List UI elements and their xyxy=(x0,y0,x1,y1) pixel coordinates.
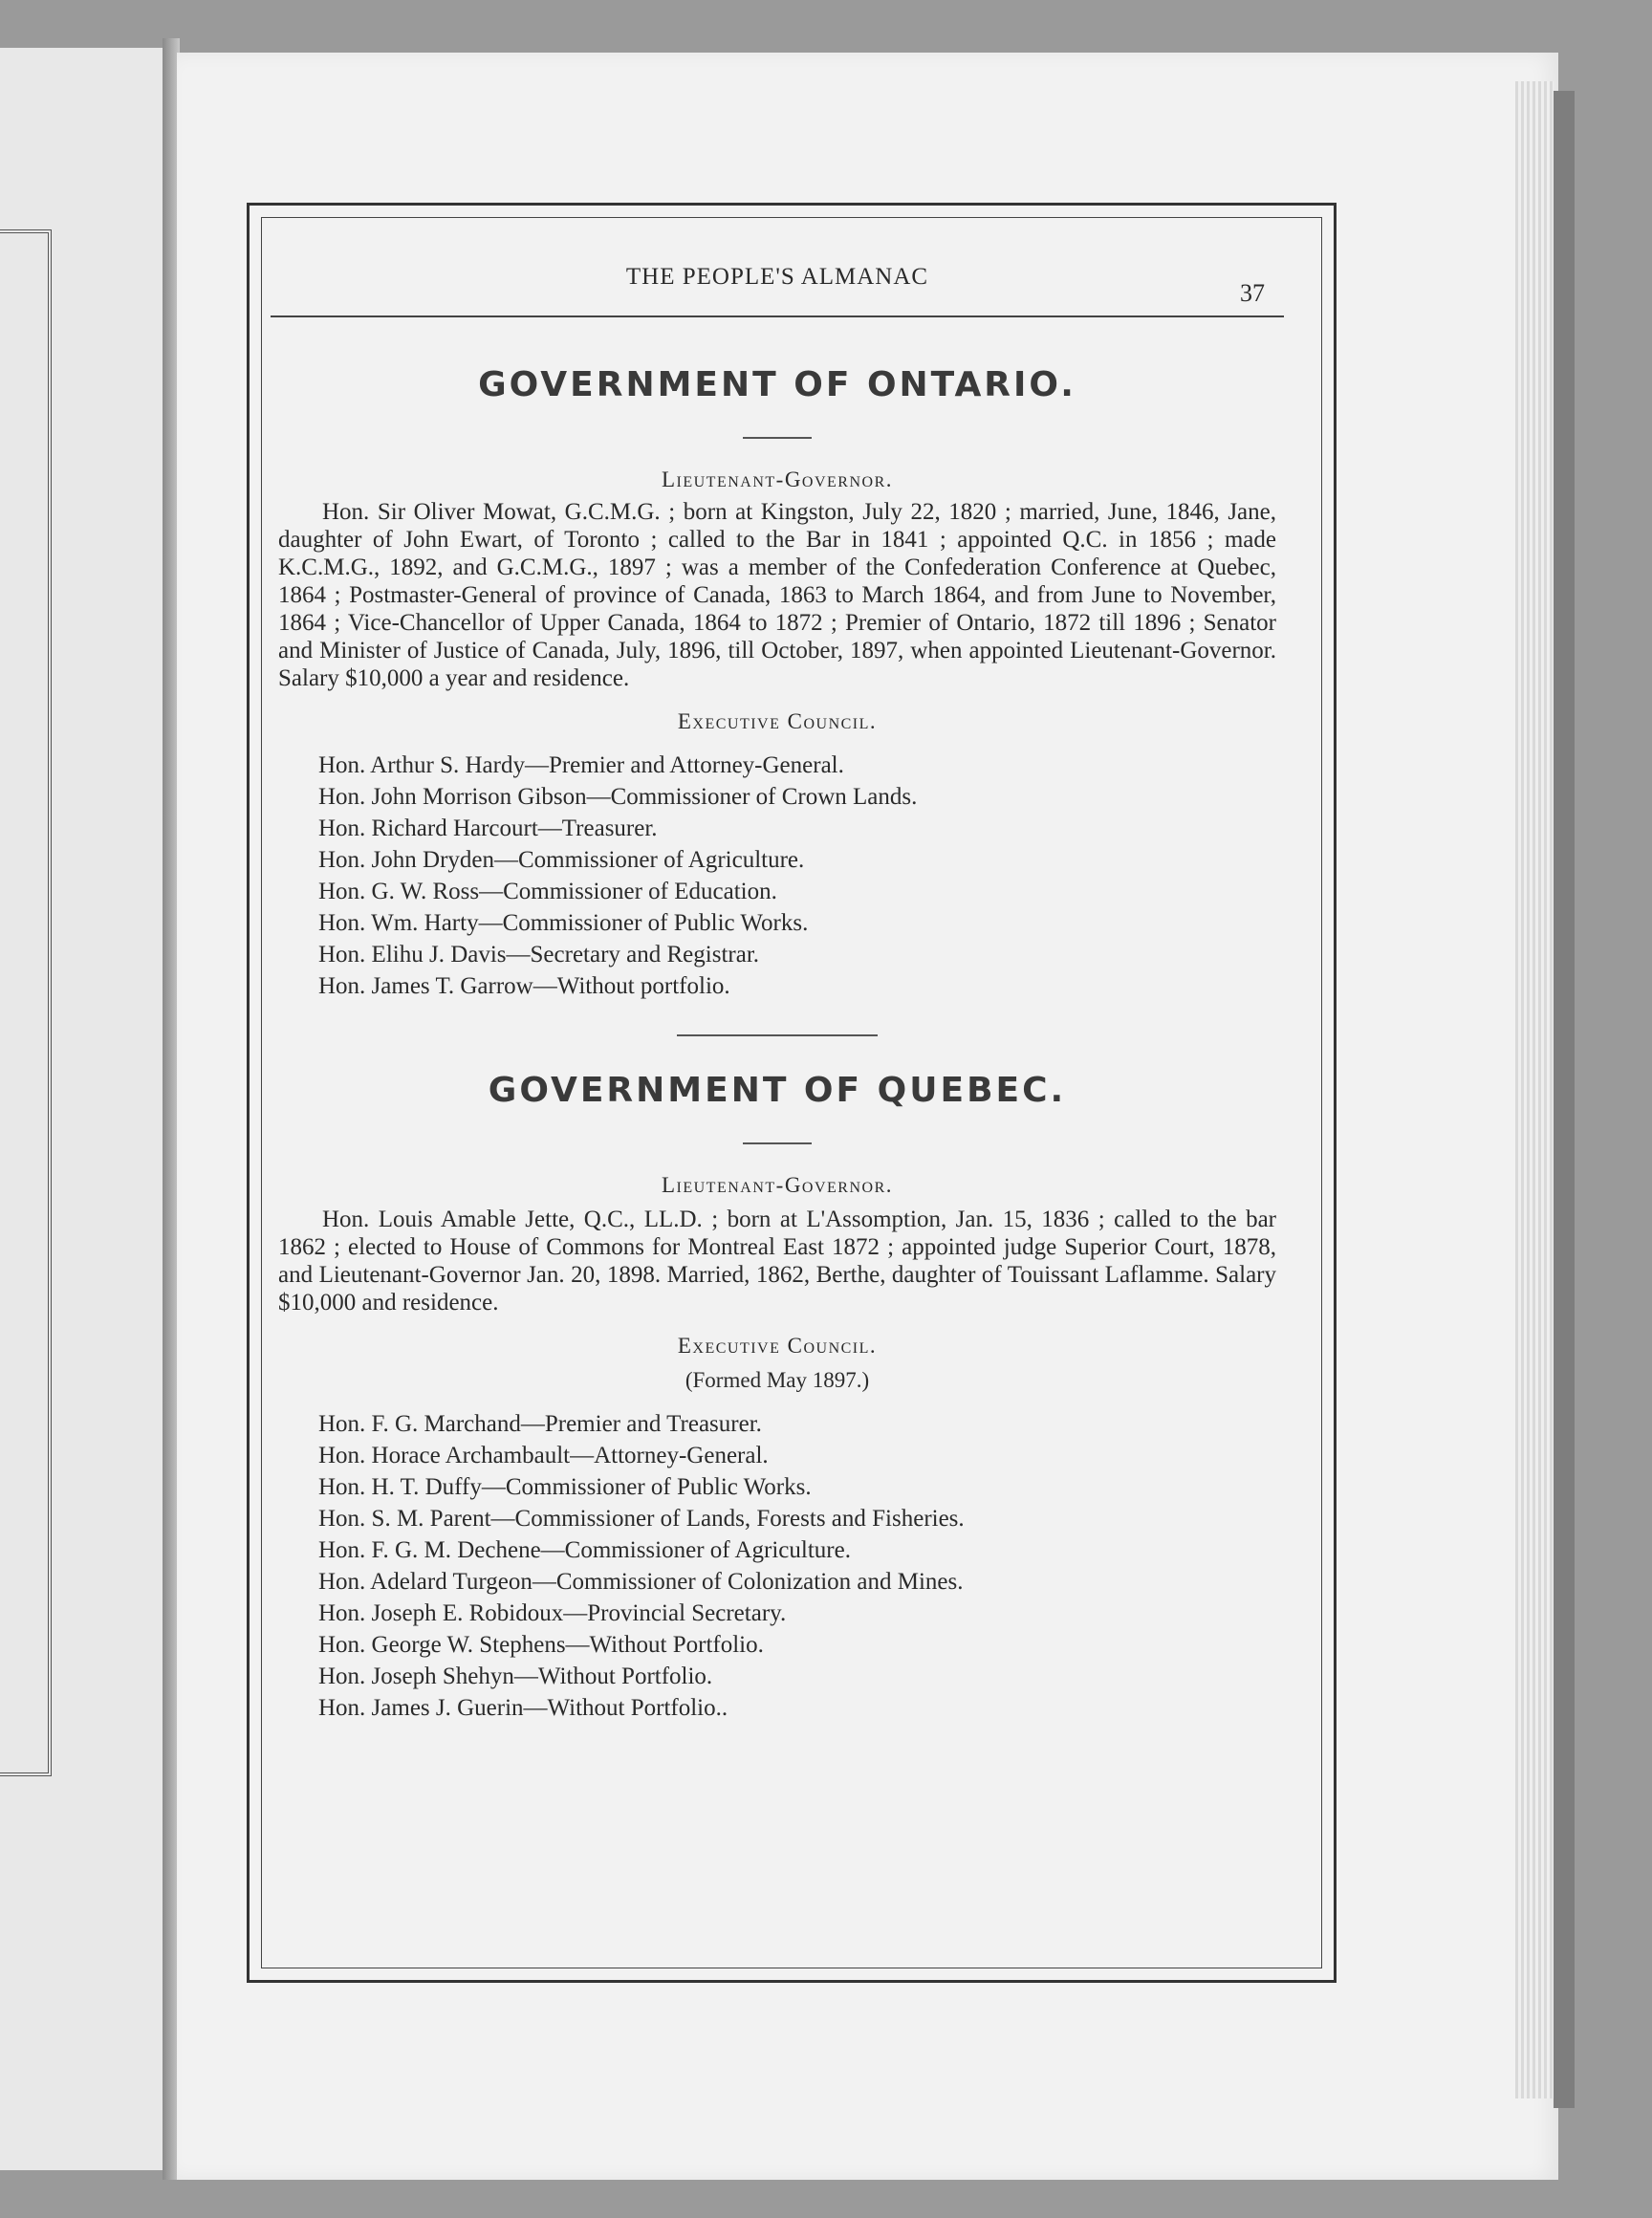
list-item: Hon. John Morrison Gibson—Commissioner of Crown Lands. xyxy=(318,784,918,810)
list-item: Hon. Adelard Turgeon—Commissioner of Colonization and Mines. xyxy=(318,1569,964,1595)
page-edges xyxy=(1515,81,1554,2098)
quebec-section xyxy=(271,1071,1284,1724)
ontario-council-heading: Executive Council. xyxy=(677,709,878,733)
page-number: 37 xyxy=(1240,279,1265,307)
quebec-lg-heading: Lieutenant-Governor. xyxy=(661,1173,894,1197)
list-item: Hon. Joseph Shehyn—Without Portfolio. xyxy=(318,1664,713,1689)
quebec-council-heading: Executive Council. xyxy=(677,1334,878,1358)
ontario-lg-heading: Lieutenant-Governor. xyxy=(661,468,894,491)
cover-edge xyxy=(1554,91,1575,2108)
ontario-section xyxy=(271,365,1284,1002)
quebec-council-list xyxy=(271,1408,1284,1724)
list-item: Hon. Richard Harcourt—Treasurer. xyxy=(318,815,658,841)
list-item: Hon. James J. Guerin—Without Portfolio.. xyxy=(318,1695,728,1721)
divider xyxy=(743,1142,812,1144)
quebec-heading: GOVERNMENT OF QUEBEC. xyxy=(488,1071,1067,1110)
list-item: Hon. James T. Garrow—Without portfolio. xyxy=(318,973,730,999)
list-item: Hon. John Dryden—Commissioner of Agriculture. xyxy=(318,847,805,873)
list-item: Hon. Horace Archambault—Attorney-General. xyxy=(318,1443,769,1468)
list-item: Hon. H. T. Duffy—Commissioner of Public Works. xyxy=(318,1474,812,1500)
left-page xyxy=(0,48,169,2170)
list-item: Hon. F. G. Marchand—Premier and Treasurer. xyxy=(318,1411,762,1437)
section-divider xyxy=(677,1034,878,1036)
list-item: Hon. F. G. M. Dechene—Commissioner of Agriculture. xyxy=(318,1537,851,1563)
page-content xyxy=(271,258,1284,1950)
left-page-frame xyxy=(0,229,52,1776)
list-item: Hon. Elihu J. Davis—Secretary and Registrar. xyxy=(318,942,760,968)
list-item: Hon. Joseph E. Robidoux—Provincial Secretary. xyxy=(318,1600,787,1626)
list-item: Hon. George W. Stephens—Without Portfolio. xyxy=(318,1632,764,1658)
running-title: THE PEOPLE'S ALMANAC xyxy=(625,264,929,290)
ontario-heading: GOVERNMENT OF ONTARIO. xyxy=(478,365,1076,404)
list-item: Hon. Wm. Harty—Commissioner of Public Works. xyxy=(318,910,809,936)
ontario-council-list xyxy=(271,750,1284,1002)
divider xyxy=(743,437,812,439)
list-item: Hon. Arthur S. Hardy—Premier and Attorney-General. xyxy=(318,752,844,778)
running-header xyxy=(271,258,1284,317)
list-item: Hon. G. W. Ross—Commissioner of Education. xyxy=(318,879,777,904)
ontario-lg-paragraph: Hon. Sir Oliver Mowat, G.C.M.G. ; born at Kingston, July 22, 1820 ; married, June, 1846, Jane, daughter of John Ewart, of Toronto ; called to the Bar in 1841 ; appointed Q.C. in 1856 ; made K.C.M.G., 1892, and G.C.M.G., 1897 ; was a member of the Confederation Conference at Quebec, 1864 ; Postmaster-General of province of Canada, 1863 to March 1864, and from June to November, 1864 ; Vice-Chancellor of Upper Canada, 1864 to 1872 ; Premier of Ontario, 1872 till 1896 ; Senator and Minister of Justice of Canada, July, 1896, till October, 1897, when appointed Lieutenant-Governor. Salary $10,000 a year and residence. xyxy=(278,499,1276,691)
list-item: Hon. S. M. Parent—Commissioner of Lands, Forests and Fisheries. xyxy=(318,1506,965,1532)
quebec-formed-note: (Formed May 1897.) xyxy=(685,1368,870,1392)
quebec-lg-paragraph: Hon. Louis Amable Jette, Q.C., LL.D. ; born at L'Assomption, Jan. 15, 1836 ; called to the bar 1862 ; elected to House of Commons for Montreal East 1872 ; appointed judge Superior Court, 1878, and Lieutenant-Governor Jan. 20, 1898. Married, 1862, Berthe, daughter of Touissant Laflamme. Salary $10,000 and residence. xyxy=(278,1207,1276,1316)
